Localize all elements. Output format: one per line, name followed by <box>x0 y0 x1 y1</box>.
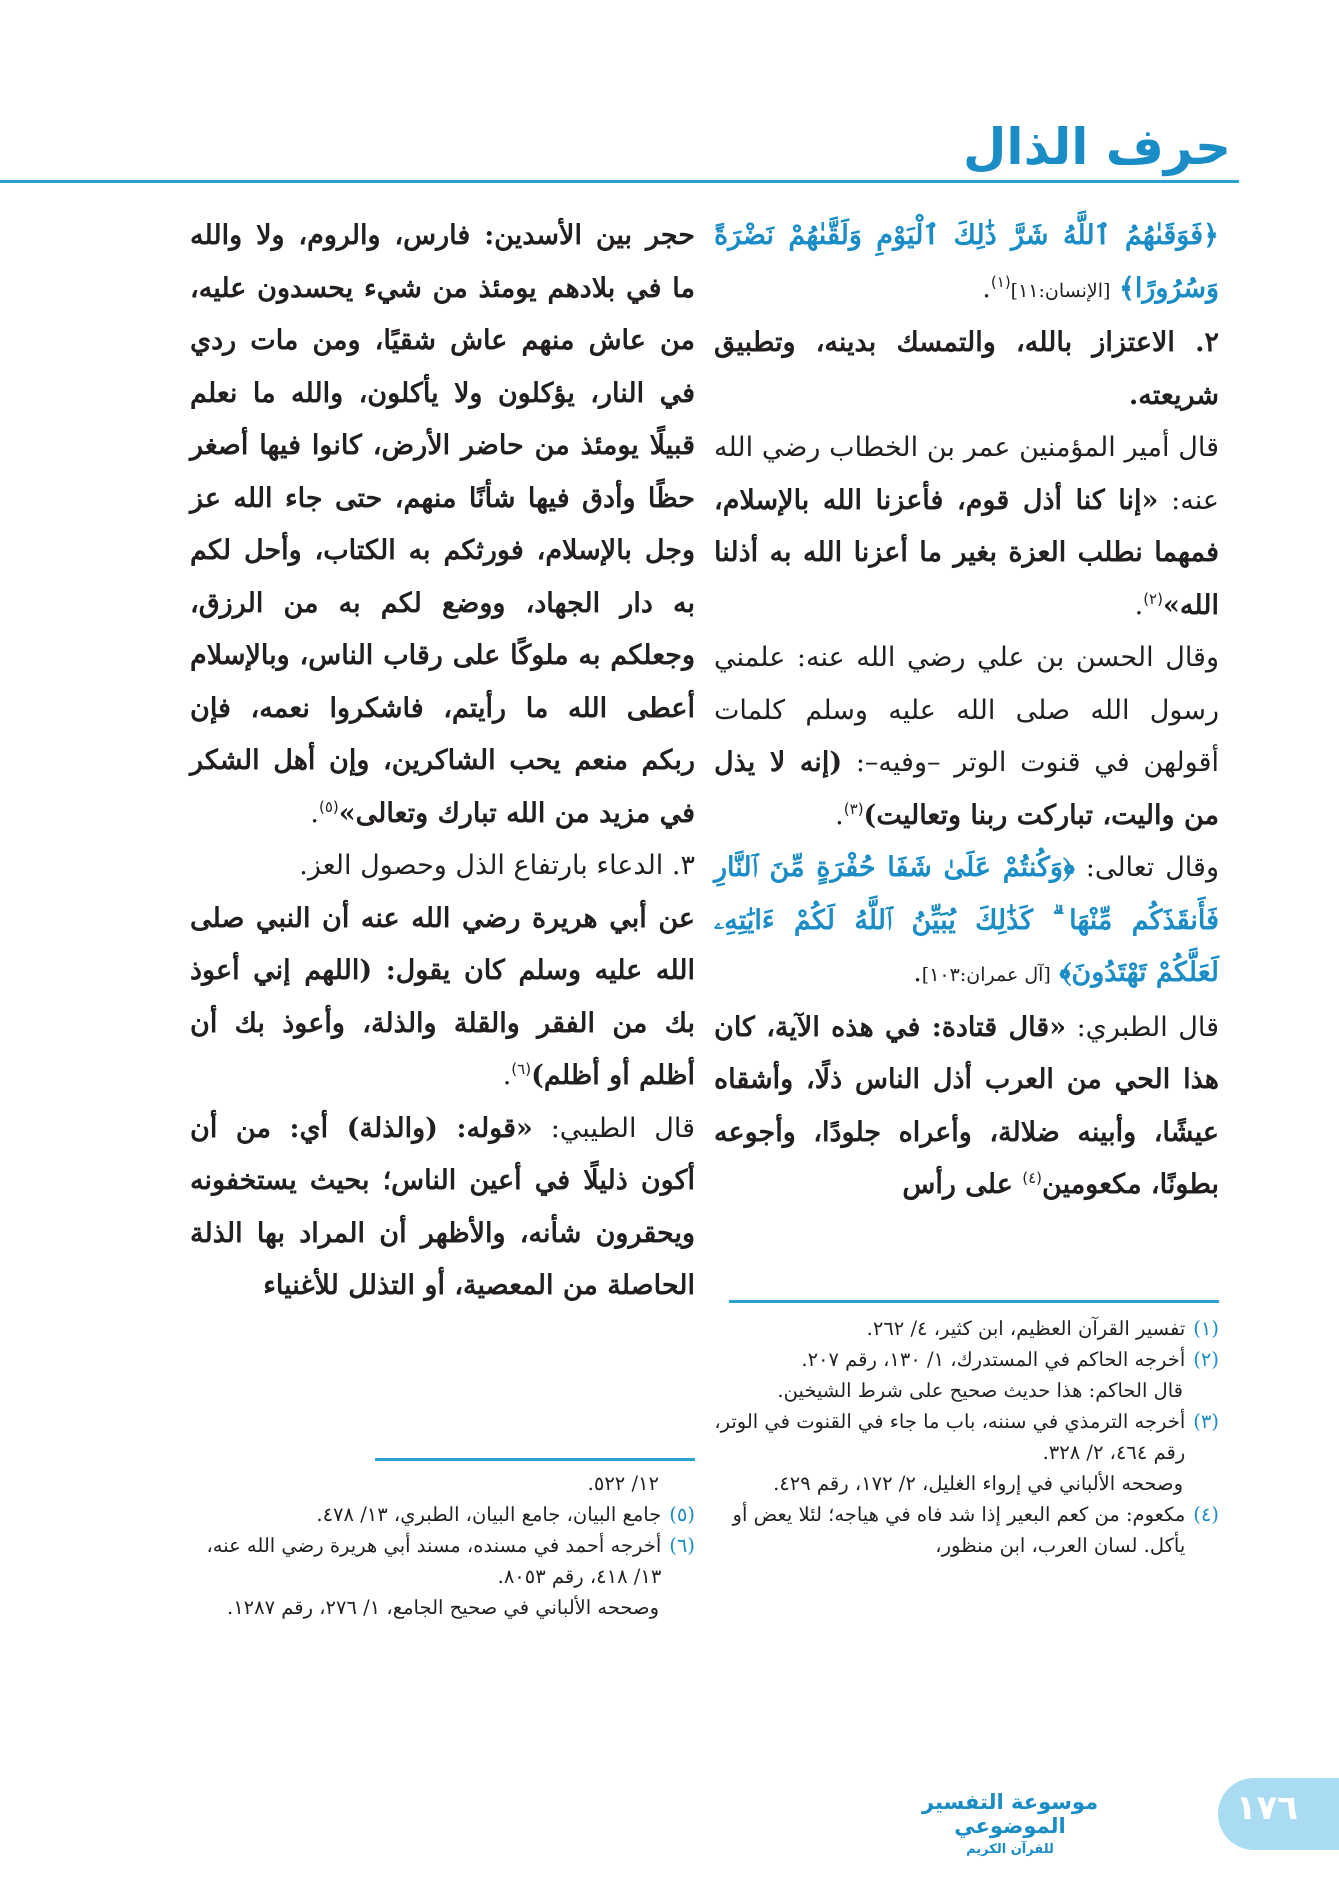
paragraph-point-2 <box>714 317 1219 422</box>
footnote-rule-left <box>375 1458 695 1461</box>
footnote-text: تفسير القرآن العظيم، ابن كثير، ٤/ ٢٦٢. <box>866 1317 1186 1340</box>
quran-verse: ﴿وَكُنتُمْ عَلَىٰ شَفَا حُفْرَةٍ مِّنَ ٱلنَّارِ فَأَنقَذَكُم مِّنْهَا ۗ كَذَٰلِكَ يُبَيِّنُ ٱللَّهُ لَكُمْ ءَايَٰتِهِۦ لَعَلَّكُمْ تَهْتَدُونَ﴾ <box>714 852 1219 988</box>
footnote-marker[interactable]: (٢) <box>1143 589 1163 608</box>
footnote-4-continued: ١٢/ ٥٢٢. <box>587 1472 659 1495</box>
quote-continuation: على رأس <box>902 1169 1023 1200</box>
paragraph-tibi <box>190 1103 695 1313</box>
quote-text: حجر بين الأسدين: فارس، والروم، ولا والله ما في بلادهم يومئذ من شيء يحسدون عليه، من عاش منهم عاش شقيًا، ومن مات ردي في النار، يؤكلون ولا يأكلون، والله ما نعلم قبيلًا يومئذ من حاضر الأرض، كانوا فيها أصغر حظًا وأدق فيها شأنًا منهم، حتى جاء الله عز وجل بالإسلام، فورثكم به الكتاب، وأحل لكم به دار الجهاد، ووضع لكم به من الرزق، وجعلكم به ملوكًا على رقاب الناس، وبالإسلام أعطى الله ما رأيتم، فاشكروا نعمه، فإن ربكم منعم يحب الشاكرين، وإن أهل الشكر في مزيد من الله تبارك وتعالى» <box>190 220 695 829</box>
footnote-4 <box>714 1499 1219 1561</box>
intro-text: قال أمير المؤمنين عمر بن الخطاب رضي الله عنه: <box>714 432 1219 516</box>
paragraph-point-3 <box>190 840 695 893</box>
right-column <box>714 210 1219 1212</box>
paragraph-abu-hurayra <box>190 893 695 1103</box>
paragraph-tabari <box>714 1002 1219 1212</box>
period: . <box>982 272 991 304</box>
period: . <box>502 1060 512 1091</box>
paragraph-hasan <box>714 632 1219 842</box>
footnote-5 <box>190 1499 695 1530</box>
footnote-marker[interactable]: (٤) <box>1022 1169 1043 1187</box>
footnote-number: (٢) <box>1193 1348 1219 1371</box>
footnote-rule-right <box>729 1300 1219 1303</box>
footnote-marker[interactable]: (٥) <box>319 797 339 816</box>
footnote-marker[interactable]: (٦) <box>511 1060 532 1078</box>
quote-text: «قال قتادة: في هذه الآية، كان هذا الحي من العرب أذل الناس ذلًا، وأشقاه عيشًا، وأبينه ضلالة، وأعراه جلودًا، وأجوعه بطونًا، مكعومين <box>714 1011 1219 1200</box>
footnote-1 <box>714 1313 1219 1344</box>
footnote-text: مكعوم: من كعم البعير إذا شد فاه في هياجه؛ لئلا يعض أو يأكل. لسان العرب، ابن منظور، <box>732 1503 1186 1557</box>
period: . <box>835 799 844 831</box>
paragraph-quote-continued <box>190 210 695 840</box>
footnote-3 <box>714 1406 1219 1468</box>
intro-text: وقال الحسن بن علي رضي الله عنه: علمني رسول الله صلى الله عليه وسلم كلمات أقولهن في قنوت الوتر –وفيه–: <box>714 642 1219 778</box>
verse-reference: [الإنسان:١١] <box>1010 279 1111 302</box>
footnotes-left <box>190 1468 695 1623</box>
footnote-marker[interactable]: (٣) <box>843 799 864 818</box>
verse-reference: [آل عمران:١٠٣] <box>921 964 1051 986</box>
quran-verse: ﴿فَوَقَىٰهُمُ ٱللَّهُ شَرَّ ذَٰلِكَ ٱلْيَوْمِ وَلَقَّىٰهُمْ نَضْرَةً وَسُرُورًا﴾ <box>714 220 1219 304</box>
footnote-number: (٤) <box>1193 1503 1219 1526</box>
footnote-marker[interactable]: (١) <box>990 272 1011 291</box>
intro-text: عن أبي هريرة رضي الله عنه أن النبي صلى الله عليه وسلم كان يقول: <box>190 902 696 986</box>
hadith-text: (إنه لا يذل من واليت، تباركت ربنا وتعاليت) <box>714 747 1219 831</box>
footnote-2-note: قال الحاكم: هذا حديث صحيح على شرط الشيخين. <box>777 1379 1183 1402</box>
paragraph-verse-insan <box>714 210 1219 317</box>
point-heading: ٢. الاعتزاز بالله، والتمسك بدينه، وتطبيق شريعته. <box>714 327 1219 411</box>
intro-text: قال الطيبي: <box>532 1112 695 1144</box>
footnote-number: (٣) <box>1193 1410 1219 1433</box>
footnotes-right <box>714 1313 1219 1561</box>
intro-text: قال الطبري: <box>1066 1011 1219 1043</box>
logo-subtitle: للقرآن الكريم <box>966 1842 1054 1857</box>
footnote-text: أخرجه الحاكم في المستدرك، ١/ ١٣٠، رقم ٢٠٧. <box>801 1348 1186 1371</box>
logo-title: موسوعة التفسير الموضوعي <box>921 1790 1099 1838</box>
point-heading: ٣. الدعاء بارتفاع الذل وحصول العز. <box>299 850 695 881</box>
footnote-6-note: وصححه الألباني في صحيح الجامع، ١/ ٢٧٦، رقم ١٢٨٧. <box>227 1596 659 1619</box>
footnote-2 <box>714 1344 1219 1375</box>
page-number-badge <box>1218 1778 1339 1850</box>
intro-text: وقال تعالى: <box>1074 852 1219 883</box>
footnote-number: (١) <box>1193 1317 1219 1340</box>
footnote-number: (٦) <box>669 1534 695 1557</box>
period: . <box>1134 589 1144 621</box>
footnote-text: أخرجه الترمذي في سننه، باب ما جاء في القنوت في الوتر، رقم ٤٦٤، ٢/ ٣٢٨. <box>714 1410 1186 1464</box>
footnote-3-note: وصححه الألباني في إرواء الغليل، ٢/ ١٧٢، رقم ٤٢٩. <box>773 1472 1183 1495</box>
header-rule <box>0 180 1239 183</box>
period: . <box>913 957 922 988</box>
quote-text: «قوله: (والذلة) أي: من أن أكون ذليلًا في أعين الناس؛ بحيث يستخفونه ويحقرون شأنه، والأظهر أن المراد بها الذلة الحاصلة من المعصية، أو التذلل للأغنياء <box>190 1112 695 1301</box>
paragraph-verse-imran <box>714 842 1219 1002</box>
footnote-text: جامع البيان، جامع البيان، الطبري، ١٣/ ٤٧٨. <box>316 1503 662 1526</box>
paragraph-umar <box>714 422 1219 632</box>
footnote-text: أخرجه أحمد في مسنده، مسند أبي هريرة رضي الله عنه، ١٣/ ٤١٨، رقم ٨٠٥٣. <box>206 1534 662 1588</box>
hadith-text: (اللهم إني أعوذ بك من الفقر والقلة والذلة، وأعوذ بك أن أظلم أو أظلم) <box>190 955 695 1091</box>
chapter-title: حرف الذال <box>963 118 1231 176</box>
period: . <box>310 797 319 829</box>
left-column <box>190 210 695 1313</box>
footnote-6 <box>190 1530 695 1592</box>
quote-text: «إنا كنا أذل قوم، فأعزنا الله بالإسلام، فمهما نطلب العزة بغير ما أعزنا الله به أذلنا الله» <box>714 484 1219 621</box>
page-number: ١٧٦ <box>1235 1788 1298 1828</box>
footnote-number: (٥) <box>669 1503 695 1526</box>
encyclopedia-logo <box>910 1790 1110 1862</box>
